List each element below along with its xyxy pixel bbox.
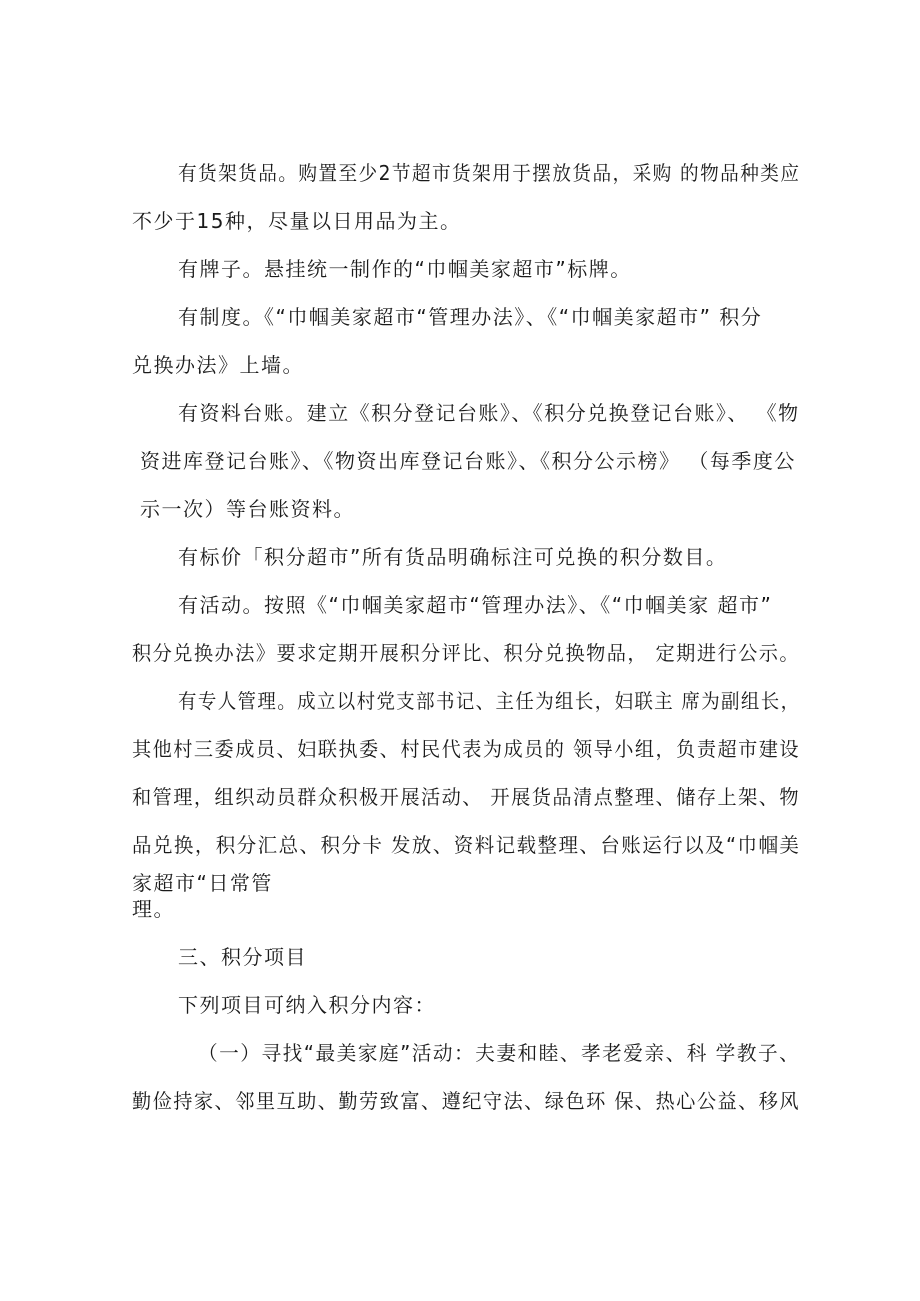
text-line: 有活动。按照《“巾帼美家超市“管理办法》、《“巾帼美家 超市” <box>178 593 773 617</box>
text-line: 下列项目可纳入积分内容： <box>178 993 436 1017</box>
text-line: 兑换办法》上墙。 <box>132 353 304 377</box>
text-line: 品兑换，积分汇总、积分卡 发放、资料记载整理、台账运行以及“巾帼美 <box>132 833 801 857</box>
text-line: 和管理，组织动员群众积极开展活动、 开展货品清点整理、储存上架、物 <box>132 785 801 809</box>
text-line: 有牌子。悬挂统一制作的“巾帼美家超市”标牌。 <box>178 257 632 281</box>
text-line: 有专人管理。成立以村党支部书记、主任为组长，妇联主 席为副组长， <box>178 689 801 713</box>
text-line: 示一次）等台账资料。 <box>140 497 355 521</box>
text-line: 资进库登记台账》、《物资出库登记台账》、《积分公示榜》 （每季度公 <box>140 449 796 473</box>
text-line: 理。 <box>132 897 175 921</box>
text-line: 家超市“日常管 <box>132 871 273 895</box>
text-line: 积分兑换办法》要求定期开展积分评比、积分兑换物品， 定期进行公示。 <box>132 641 801 665</box>
text-line: （一）寻找“最美家庭”活动：夫妻和睦、孝老爱亲、科 学教子、 <box>198 1041 801 1065</box>
text-line: 不少于15种，尽量以日用品为主。 <box>132 209 462 233</box>
text-line: 有货架货品。购置至少2节超市货架用于摆放货品，采购 的物品种类应 <box>178 161 801 185</box>
section-heading: 三、积分项目 <box>178 945 307 969</box>
text-line: 有资料台账。建立《积分登记台账》、《积分兑换登记台账》、 《物 <box>178 401 800 425</box>
text-line: 勤俭持家、邻里互助、勤劳致富、遵纪守法、绿色环 保、热心公益、移风 <box>132 1089 801 1113</box>
text-line: 有制度。《“巾帼美家超市“管理办法》、《“巾帼美家超市” 积分 <box>178 305 763 329</box>
text-line: 其他村三委成员、妇联执委、村民代表为成员的 领导小组，负责超市建设 <box>132 737 801 761</box>
text-line: 有标价「积分超市”所有货品明确标注可兑换的积分数目。 <box>178 545 728 569</box>
